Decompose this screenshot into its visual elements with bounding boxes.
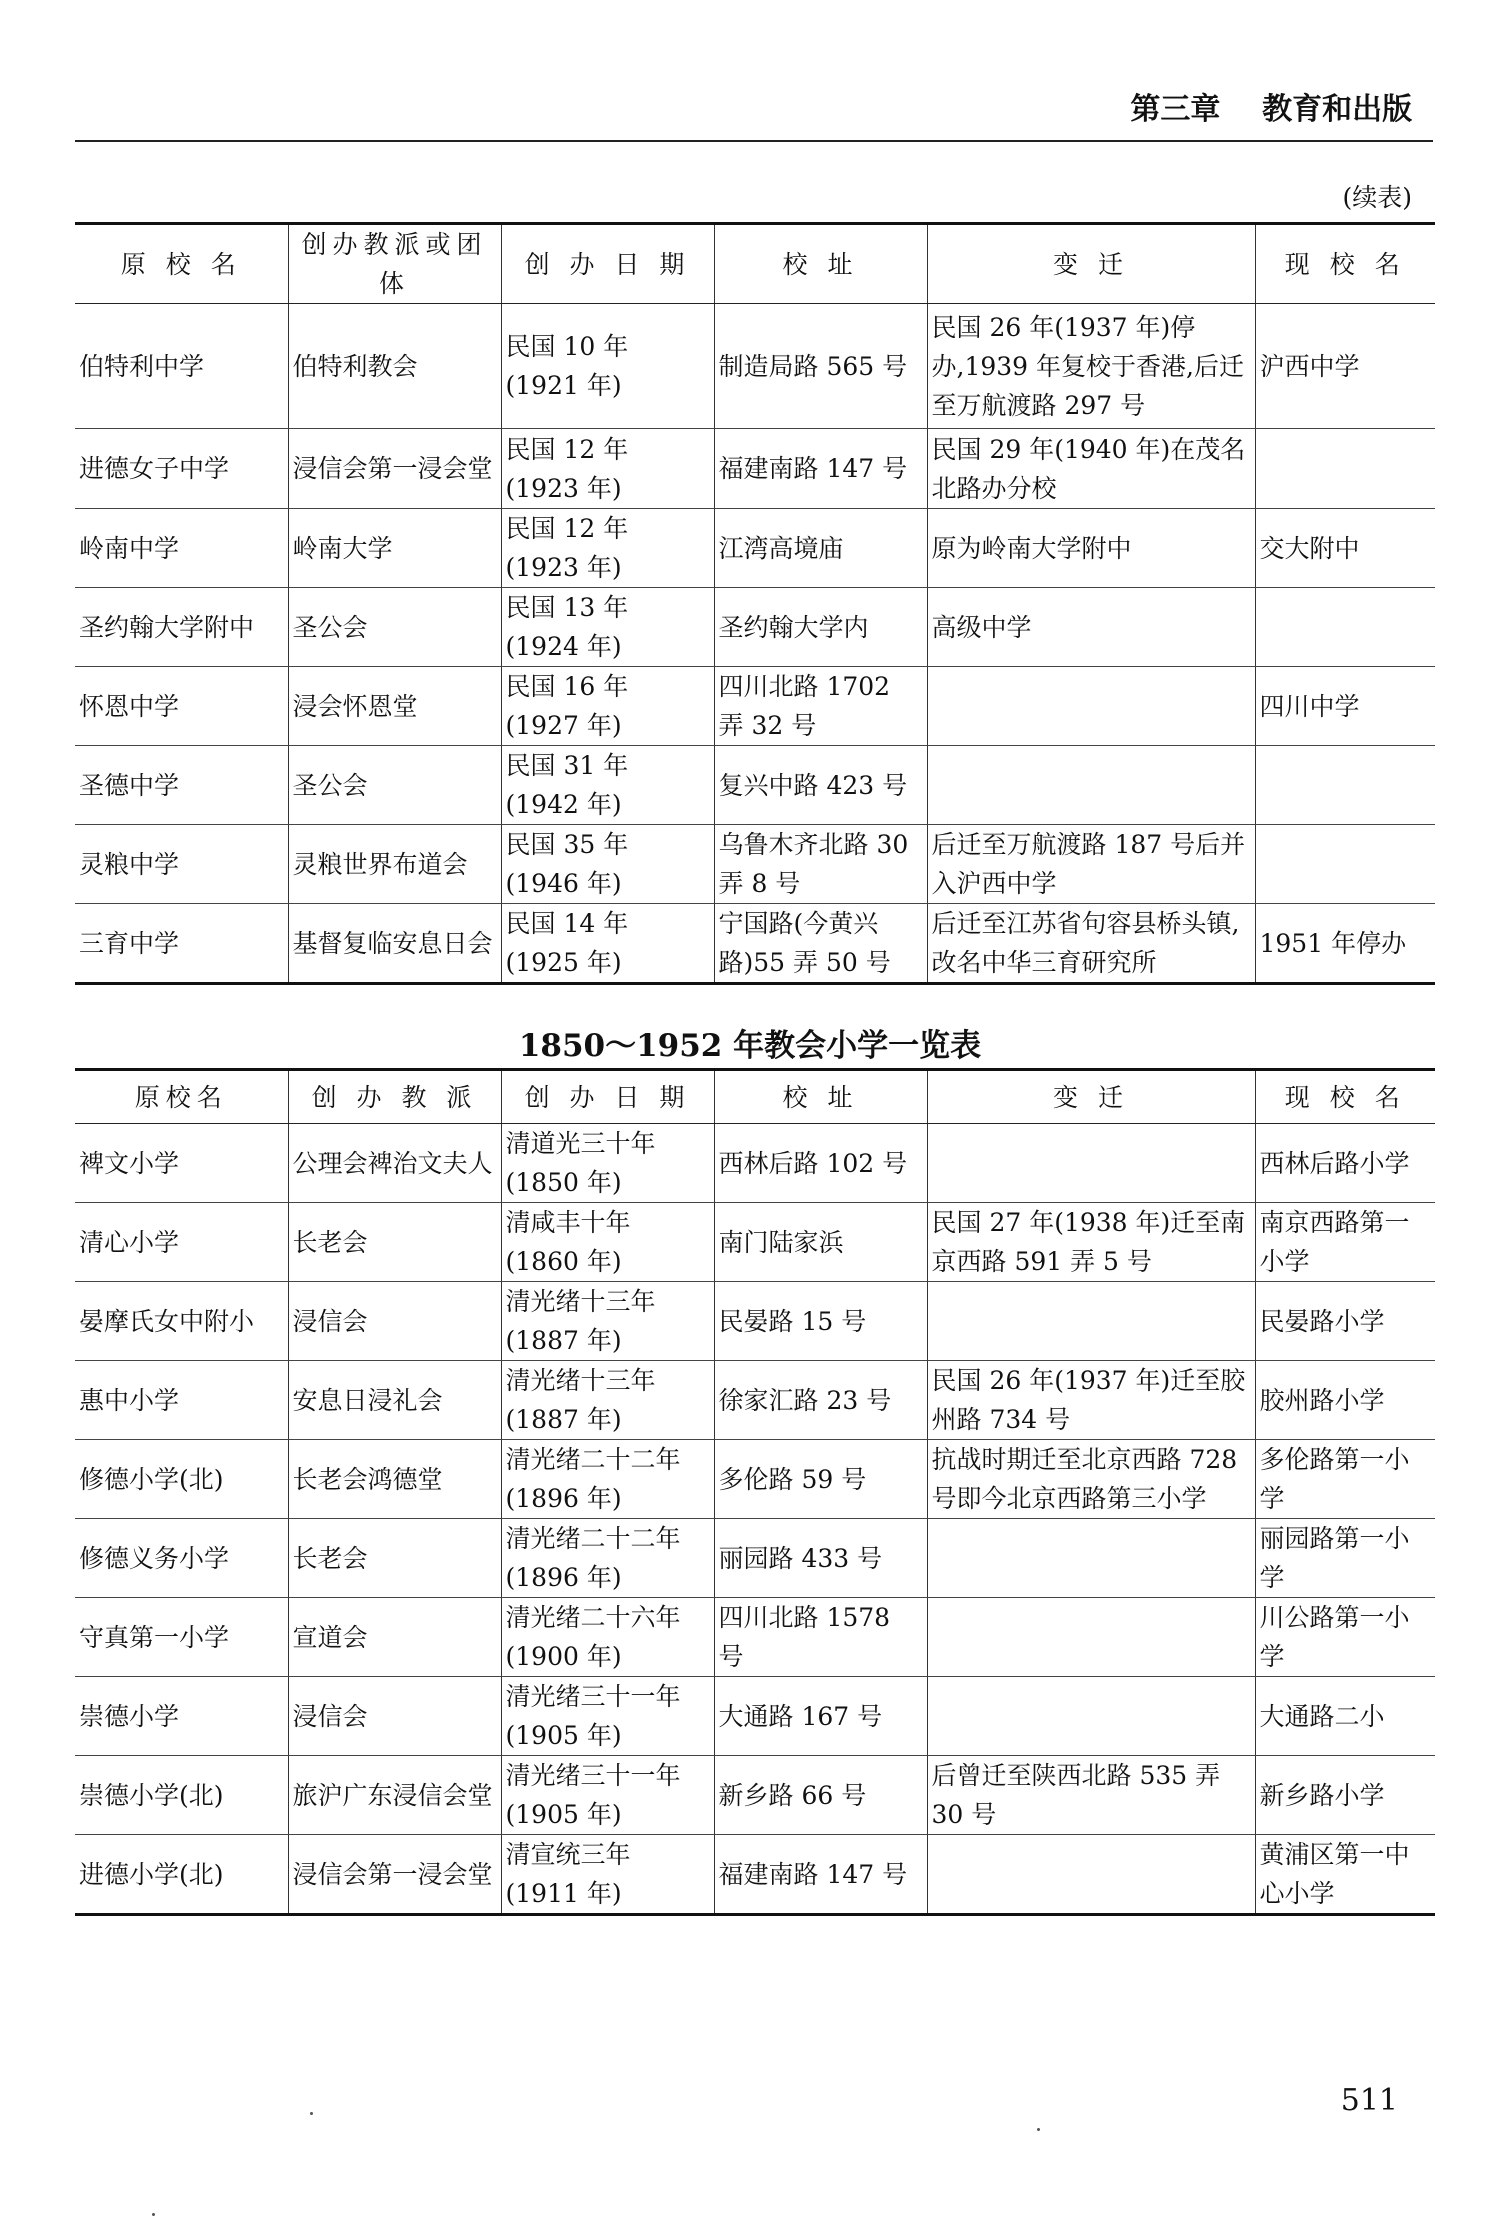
running-header [75, 88, 1433, 142]
cell-address: 圣约翰大学内 [714, 588, 927, 667]
cell-current-name [1255, 825, 1435, 904]
cell-changes [927, 1282, 1255, 1361]
cell-founding-denomination: 长老会 [288, 1203, 501, 1282]
cell-current-name: 多伦路第一小学 [1255, 1440, 1435, 1519]
cell-changes: 原为岭南大学附中 [927, 509, 1255, 588]
cell-original-name: 岭南中学 [75, 509, 288, 588]
table-row [75, 1440, 1435, 1519]
cell-founding-date: 民国 14 年 (1925 年) [501, 904, 714, 984]
cell-current-name: 交大附中 [1255, 509, 1435, 588]
table-row [75, 904, 1435, 984]
table-row [75, 509, 1435, 588]
cell-address: 宁国路(今黄兴路)55 弄 50 号 [714, 904, 927, 984]
cell-original-name: 崇德小学(北) [75, 1756, 288, 1835]
cell-original-name: 圣德中学 [75, 746, 288, 825]
table-row [75, 1361, 1435, 1440]
column-header-current-name: 现 校 名 [1255, 224, 1435, 304]
cell-address: 西林后路 102 号 [714, 1124, 927, 1203]
cell-changes: 民国 29 年(1940 年)在茂名北路办分校 [927, 429, 1255, 509]
scan-speck [1037, 2128, 1040, 2131]
cell-current-name [1255, 588, 1435, 667]
cell-address: 福建南路 147 号 [714, 429, 927, 509]
table-row [75, 1598, 1435, 1677]
cell-changes [927, 1519, 1255, 1598]
cell-changes [927, 746, 1255, 825]
cell-current-name: 新乡路小学 [1255, 1756, 1435, 1835]
column-header-address: 校 址 [714, 1070, 927, 1124]
cell-current-name [1255, 746, 1435, 825]
cell-founding-date: 民国 31 年 (1942 年) [501, 746, 714, 825]
table-row [75, 1124, 1435, 1203]
cell-founding-date: 清咸丰十年 (1860 年) [501, 1203, 714, 1282]
cell-founding-date: 清光绪三十一年 (1905 年) [501, 1677, 714, 1756]
cell-changes: 后迁至江苏省句容县桥头镇,改名中华三育研究所 [927, 904, 1255, 984]
cell-changes: 民国 26 年(1937 年)停办,1939 年复校于香港,后迁至万航渡路 297 号 [927, 304, 1255, 429]
cell-current-name: 1951 年停办 [1255, 904, 1435, 984]
cell-changes: 后曾迁至陕西北路 535 弄 30 号 [927, 1756, 1255, 1835]
cell-changes: 民国 26 年(1937 年)迁至胶州路 734 号 [927, 1361, 1255, 1440]
cell-original-name: 进德小学(北) [75, 1835, 288, 1915]
table-row [75, 667, 1435, 746]
cell-founding-date: 清光绪三十一年 (1905 年) [501, 1756, 714, 1835]
table-header-row [75, 1070, 1435, 1124]
cell-changes [927, 1598, 1255, 1677]
cell-original-name: 怀恩中学 [75, 667, 288, 746]
cell-original-name: 伯特利中学 [75, 304, 288, 429]
cell-current-name: 民晏路小学 [1255, 1282, 1435, 1361]
chapter-number: 第三章 [1130, 92, 1221, 127]
cell-current-name: 沪西中学 [1255, 304, 1435, 429]
cell-founding-date: 清光绪二十二年 (1896 年) [501, 1440, 714, 1519]
column-header-changes: 变 迁 [927, 1070, 1255, 1124]
cell-address: 南门陆家浜 [714, 1203, 927, 1282]
table-row [75, 304, 1435, 429]
cell-founding-date: 清光绪十三年 (1887 年) [501, 1361, 714, 1440]
cell-original-name: 三育中学 [75, 904, 288, 984]
continued-table-note: (续表) [1342, 183, 1412, 212]
cell-address: 民晏路 15 号 [714, 1282, 927, 1361]
column-header-founding-denomination: 创 办 教 派 [288, 1070, 501, 1124]
cell-original-name: 圣约翰大学附中 [75, 588, 288, 667]
cell-original-name: 守真第一小学 [75, 1598, 288, 1677]
primary-schools-table [75, 1068, 1435, 1916]
scan-speck [152, 2213, 155, 2216]
table-row [75, 1677, 1435, 1756]
cell-founding-date: 民国 13 年 (1924 年) [501, 588, 714, 667]
cell-address: 四川北路 1578 号 [714, 1598, 927, 1677]
cell-changes: 抗战时期迁至北京西路 728 号即今北京西路第三小学 [927, 1440, 1255, 1519]
middle-schools-table [75, 222, 1435, 985]
cell-address: 江湾高境庙 [714, 509, 927, 588]
cell-address: 多伦路 59 号 [714, 1440, 927, 1519]
cell-changes [927, 1835, 1255, 1915]
cell-changes: 民国 27 年(1938 年)迁至南京西路 591 弄 5 号 [927, 1203, 1255, 1282]
cell-original-name: 修德小学(北) [75, 1440, 288, 1519]
column-header-founding-denomination: 创办教派或团体 [288, 224, 501, 304]
cell-changes [927, 667, 1255, 746]
cell-founding-denomination: 浸会怀恩堂 [288, 667, 501, 746]
cell-changes: 后迁至万航渡路 187 号后并入沪西中学 [927, 825, 1255, 904]
cell-original-name: 崇德小学 [75, 1677, 288, 1756]
cell-founding-date: 民国 35 年 (1946 年) [501, 825, 714, 904]
table-row [75, 1756, 1435, 1835]
column-header-founding-date: 创 办 日 期 [501, 224, 714, 304]
cell-founding-date: 民国 16 年 (1927 年) [501, 667, 714, 746]
cell-founding-denomination: 长老会鸿德堂 [288, 1440, 501, 1519]
cell-founding-date: 清光绪十三年 (1887 年) [501, 1282, 714, 1361]
column-header-changes: 变 迁 [927, 224, 1255, 304]
cell-changes [927, 1124, 1255, 1203]
cell-current-name: 丽园路第一小学 [1255, 1519, 1435, 1598]
cell-original-name: 进德女子中学 [75, 429, 288, 509]
cell-founding-date: 民国 10 年 (1921 年) [501, 304, 714, 429]
cell-founding-denomination: 浸信会第一浸会堂 [288, 429, 501, 509]
chapter-title: 教育和出版 [1262, 92, 1413, 127]
cell-founding-denomination: 圣公会 [288, 746, 501, 825]
cell-founding-denomination: 浸信会 [288, 1282, 501, 1361]
cell-address: 新乡路 66 号 [714, 1756, 927, 1835]
table-header-row [75, 224, 1435, 304]
cell-original-name: 晏摩氏女中附小 [75, 1282, 288, 1361]
cell-founding-date: 清宣统三年 (1911 年) [501, 1835, 714, 1915]
cell-current-name: 南京西路第一小学 [1255, 1203, 1435, 1282]
cell-original-name: 惠中小学 [75, 1361, 288, 1440]
cell-founding-denomination: 旅沪广东浸信会堂 [288, 1756, 501, 1835]
cell-current-name: 四川中学 [1255, 667, 1435, 746]
cell-current-name: 胶州路小学 [1255, 1361, 1435, 1440]
table-row [75, 1519, 1435, 1598]
cell-address: 福建南路 147 号 [714, 1835, 927, 1915]
cell-address: 大通路 167 号 [714, 1677, 927, 1756]
table-row [75, 429, 1435, 509]
cell-founding-denomination: 长老会 [288, 1519, 501, 1598]
cell-founding-denomination: 岭南大学 [288, 509, 501, 588]
cell-original-name: 清心小学 [75, 1203, 288, 1282]
cell-original-name: 修德义务小学 [75, 1519, 288, 1598]
cell-founding-denomination: 浸信会第一浸会堂 [288, 1835, 501, 1915]
table-row [75, 588, 1435, 667]
cell-current-name: 黄浦区第一中心小学 [1255, 1835, 1435, 1915]
cell-current-name: 大通路二小 [1255, 1677, 1435, 1756]
cell-founding-date: 民国 12 年 (1923 年) [501, 429, 714, 509]
cell-founding-date: 清光绪二十六年 (1900 年) [501, 1598, 714, 1677]
column-header-current-name: 现 校 名 [1255, 1070, 1435, 1124]
cell-changes: 高级中学 [927, 588, 1255, 667]
cell-founding-denomination: 伯特利教会 [288, 304, 501, 429]
cell-founding-date: 清道光三十年 (1850 年) [501, 1124, 714, 1203]
table-row [75, 1203, 1435, 1282]
cell-founding-denomination: 宣道会 [288, 1598, 501, 1677]
cell-founding-denomination: 基督复临安息日会 [288, 904, 501, 984]
cell-current-name [1255, 429, 1435, 509]
cell-address: 复兴中路 423 号 [714, 746, 927, 825]
table-row [75, 746, 1435, 825]
cell-changes [927, 1677, 1255, 1756]
cell-founding-date: 民国 12 年 (1923 年) [501, 509, 714, 588]
table-row [75, 1835, 1435, 1915]
column-header-original-name: 原校名 [75, 1070, 288, 1124]
cell-original-name: 灵粮中学 [75, 825, 288, 904]
cell-founding-denomination: 浸信会 [288, 1677, 501, 1756]
cell-founding-denomination: 公理会裨治文夫人 [288, 1124, 501, 1203]
column-header-address: 校 址 [714, 224, 927, 304]
table-row [75, 1282, 1435, 1361]
cell-address: 四川北路 1702 弄 32 号 [714, 667, 927, 746]
cell-current-name: 西林后路小学 [1255, 1124, 1435, 1203]
scan-speck [310, 2112, 313, 2115]
cell-current-name: 川公路第一小学 [1255, 1598, 1435, 1677]
section-title: 1850～1952 年教会小学一览表 [518, 1028, 982, 1064]
table-row [75, 825, 1435, 904]
page-number: 511 [1340, 2083, 1398, 2118]
cell-founding-denomination: 灵粮世界布道会 [288, 825, 501, 904]
cell-address: 徐家汇路 23 号 [714, 1361, 927, 1440]
cell-address: 制造局路 565 号 [714, 304, 927, 429]
cell-original-name: 裨文小学 [75, 1124, 288, 1203]
cell-address: 丽园路 433 号 [714, 1519, 927, 1598]
cell-founding-denomination: 圣公会 [288, 588, 501, 667]
cell-founding-date: 清光绪二十二年 (1896 年) [501, 1519, 714, 1598]
column-header-original-name: 原 校 名 [75, 224, 288, 304]
cell-address: 乌鲁木齐北路 30 弄 8 号 [714, 825, 927, 904]
cell-founding-denomination: 安息日浸礼会 [288, 1361, 501, 1440]
column-header-founding-date: 创 办 日 期 [501, 1070, 714, 1124]
